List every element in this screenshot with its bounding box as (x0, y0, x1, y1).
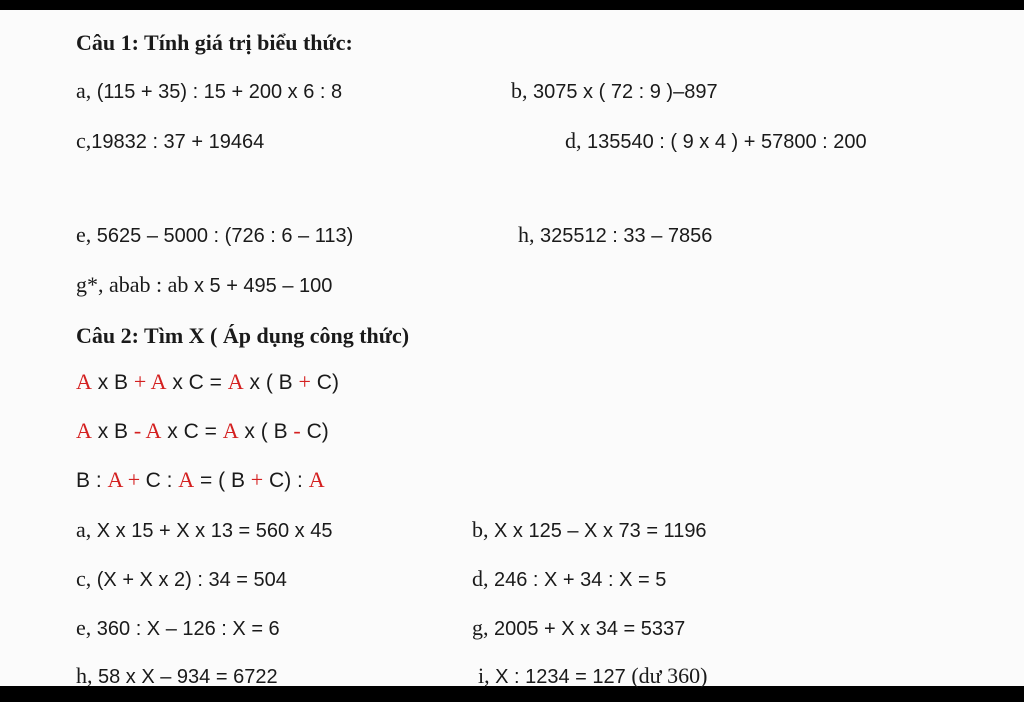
q1-item-g (76, 272, 332, 299)
item-expression: x 5 + 495 – 100 (188, 275, 333, 297)
document-page (0, 10, 1024, 686)
item-label: h, (518, 222, 540, 247)
item-expression: 325512 : 33 – 7856 (540, 225, 713, 247)
item-expression: 5625 – 5000 : (726 : 6 – 113) (96, 225, 354, 247)
item-label: a, (76, 78, 97, 103)
q2-item-g: g, 2005 + X x 34 = 5337 (472, 615, 686, 640)
item-expression: 135540 : ( 9 x 4 ) + 57800 : 200 (587, 131, 867, 153)
q1-item-d (565, 128, 867, 155)
q2-item-d: d, 246 : X + 34 : X = 5 (472, 566, 667, 591)
item-expression: (115 + 35) : 15 + 200 x 6 : 8 (96, 81, 343, 103)
q1-item-e (76, 222, 353, 249)
q1-item-h (518, 222, 712, 249)
q2-item-h: h, 58 x X – 934 = 6722 (76, 663, 278, 688)
q1-item-b (511, 78, 718, 105)
question-1-title: Câu 1: Tính giá trị biểu thức: (76, 30, 353, 55)
q1-item-a (76, 78, 342, 105)
item-expression: 19832 : 37 + 19464 (91, 131, 265, 153)
item-label: g*, (76, 272, 109, 297)
item-label: c, (76, 128, 92, 153)
item-expression: 3075 x ( 72 : 9 )–897 (533, 81, 718, 103)
q2-item-a: a, X x 15 + X x 13 = 560 x 45 (76, 517, 333, 542)
formula-3: B : A + C : A = ( B + C) : A (76, 467, 325, 492)
item-label: d, (565, 128, 587, 153)
item-label: e, (76, 222, 97, 247)
question-2-title: Câu 2: Tìm X ( Áp dụng công thức) (76, 323, 410, 348)
q1-item-c (76, 128, 264, 155)
item-label: b, (511, 78, 533, 103)
q2-item-b: b, X x 125 – X x 73 = 1196 (472, 517, 707, 542)
q2-item-i: i, X : 1234 = 127 (dư 360) (478, 663, 708, 688)
item-expression-text: abab : ab (109, 272, 189, 297)
q2-item-e: e, 360 : X – 126 : X = 6 (76, 615, 280, 640)
formula-1: A x B + A x C = A x ( B + C) (76, 369, 339, 394)
formula-2: A x B - A x C = A x ( B - C) (76, 418, 329, 443)
q2-item-c: c, (X + X x 2) : 34 = 504 (76, 566, 287, 591)
